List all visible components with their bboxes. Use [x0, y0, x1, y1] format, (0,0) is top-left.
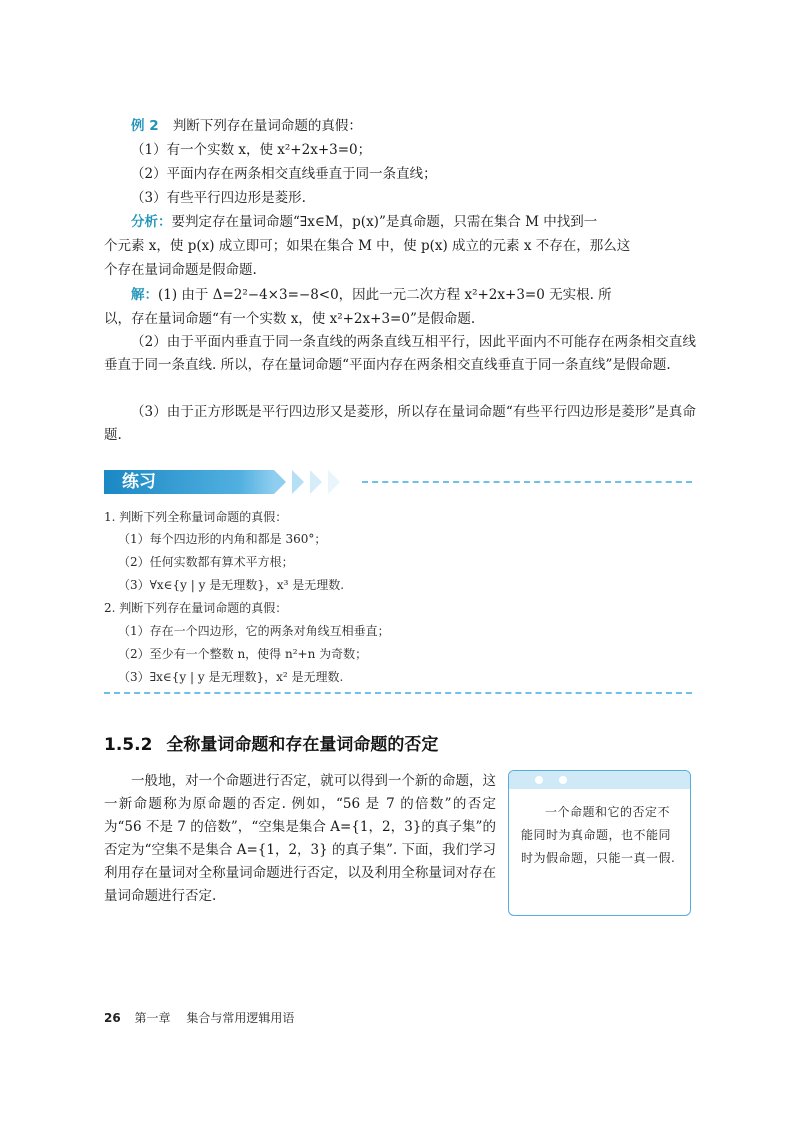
example-item: （2）平面内存在两条相交直线垂直于同一条直线； [131, 166, 437, 182]
page-footer [104, 1010, 294, 1026]
exercise-banner [104, 470, 704, 494]
section-number: 1.5.2 [104, 735, 153, 755]
exercise-item: （2）至少有一个整数 n，使得 n²+n 为奇数； [118, 647, 368, 661]
exercise-item: （3）∃x∈{y | y 是无理数}，x² 是无理数. [118, 670, 344, 684]
analysis-line: 个元素 x，使 p(x) 成立即可；如果在集合 M 中，使 p(x) 成立的元素 x 不存在，那么这 [104, 238, 631, 254]
banner-dashes [362, 481, 692, 483]
solution-paragraph: （2）由于平面内垂直于同一条直线的两条直线互相平行，因此平面内不可能存在两条相交直线垂直于同一条直线. 所以，存在量词命题“平面内存在两条相交直线垂直于同一条直线”是假命题. [104, 334, 696, 373]
solution-paragraph: （3）由于正方形既是平行四边形又是菱形，所以存在量词命题“有些平行四边形是菱形”是真命题. [104, 404, 696, 443]
exercise-item: （2）任何实数都有算术平方根； [118, 555, 294, 569]
analysis-line [131, 212, 597, 232]
example-prompt: 判断下列存在量词命题的真假： [172, 118, 362, 134]
analysis-text: 要判定存在量词命题“∃x∈M，p(x)”是真命题，只需在集合 M 中找到一 [171, 214, 598, 230]
margin-note [508, 770, 691, 916]
banner-chevron [328, 470, 340, 494]
footer-chapter-title: 集合与常用逻辑用语 [186, 1011, 295, 1025]
section-body: 一般地，对一个命题进行否定，就可以得到一个新的命题，这一新命题称为原命题的否定. 例如，“56 是 7 的倍数”的否定为“56 不是 7 的倍数”，“空集是集合 A={1，2，3}的真子集”的否定为“空集不是集合 A={1，2，3} 的真子集”. 下面，我们学习利用存在量词对全称量词命题进行否定，以及利用全称量词对存在量词命题进行否定. [104, 773, 496, 904]
section-heading [104, 734, 438, 756]
exercise-question: 2. 判断下列存在量词命题的真假： [104, 601, 288, 615]
example-item: （1）有一个实数 x，使 x²+2x+3=0； [131, 142, 372, 158]
section-title: 全称量词命题和存在量词命题的否定 [166, 735, 439, 755]
solution-label: 解： [131, 287, 158, 303]
exercise-question: 1. 判断下列全称量词命题的真假： [104, 510, 288, 524]
note-dot [559, 776, 567, 784]
exercise-item: （1）存在一个四边形，它的两条对角线互相垂直； [118, 624, 390, 638]
example-label: 例 2 [131, 118, 159, 134]
note-text: 一个命题和它的否定不能同时为真命题，也不能同时为假命题，只能一真一假. [521, 805, 676, 865]
page-number: 26 [104, 1011, 121, 1025]
solution-text: (1) 由于 Δ=2²−4×3=−8<0，因此一元二次方程 x²+2x+3=0 无实根. 所 [158, 287, 612, 303]
banner-chevron [292, 470, 304, 494]
exercise-item: （3）∀x∈{y | y 是无理数}，x³ 是无理数. [118, 578, 345, 592]
exercise-title: 练习 [122, 472, 156, 492]
note-header [509, 771, 690, 789]
analysis-label: 分析： [131, 214, 172, 230]
solution-line: 以，存在量词命题“有一个实数 x，使 x²+2x+3=0”是假命题. [104, 311, 476, 327]
analysis-line: 个存在量词命题是假命题. [104, 262, 257, 278]
exercise-bottom-dashes [104, 692, 692, 694]
banner-chevron [310, 470, 322, 494]
example-heading [131, 116, 362, 136]
footer-chapter: 第一章 [134, 1011, 171, 1025]
banner-chevron [274, 470, 286, 494]
exercise-tab [104, 470, 274, 494]
exercise-item: （1）每个四边形的内角和都是 360°； [118, 532, 327, 546]
example-item: （3）有些平行四边形是菱形. [131, 190, 306, 206]
note-dot [535, 776, 543, 784]
solution-line [131, 285, 612, 305]
